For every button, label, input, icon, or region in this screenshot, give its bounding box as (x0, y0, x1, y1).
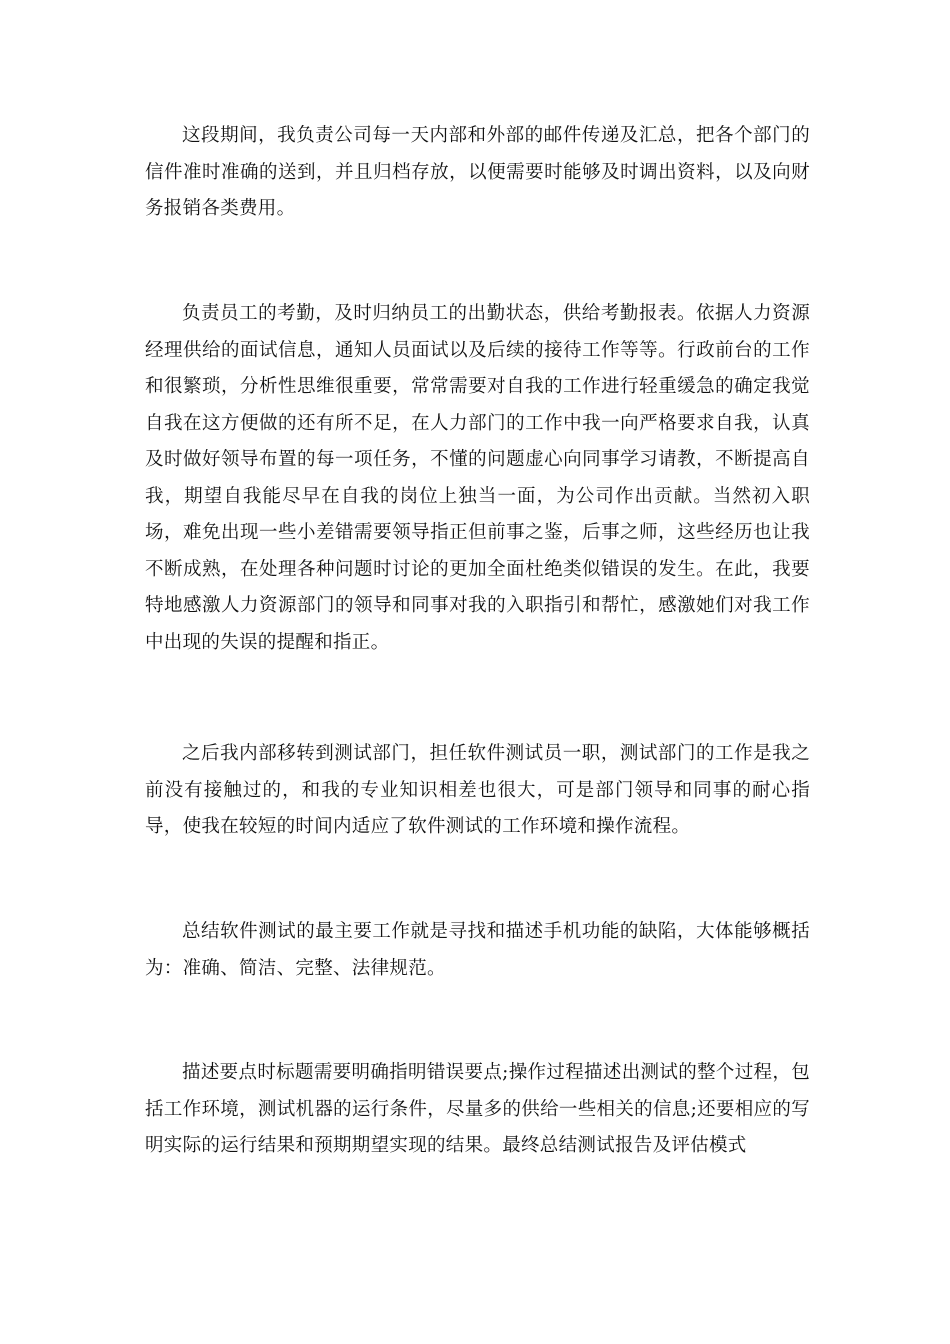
paragraph-bug-description: 描述要点时标题需要明确指明错误要点;操作过程描述出测试的整个过程，包括工作环境，测试机器的运行条件，尽量多的供给一些相关的信息;还要相应的写明实际的运行结果和预期期望实现的结果。最终总结测试报告及评估模式 (145, 1062, 810, 1156)
paragraph-mail-duties: 这段期间，我负责公司每一天内部和外部的邮件传递及汇总，把各个部门的信件准时准确的送到，并且归档存放，以便需要时能够及时调出资料，以及向财务报销各类费用。 (145, 125, 810, 219)
paragraph-testing-transfer: 之后我内部移转到测试部门，担任软件测试员一职，测试部门的工作是我之前没有接触过的，和我的专业知识相差也很大，可是部门领导和同事的耐心指导，使我在较短的时间内适应了软件测试的工作环境和操作流程。 (145, 743, 810, 837)
paragraph-attendance-duties: 负责员工的考勤，及时归纳员工的出勤状态，供给考勤报表。依据人力资源经理供给的面试信息，通知人员面试以及后续的接待工作等等。行政前台的工作和很繁琐，分析性思维很重要，常常需要对自我的工作进行轻重缓急的确定我觉自我在这方便做的还有所不足，在人力部门的工作中我一向严格要求自我，认真及时做好领导布置的每一项任务，不懂的问题虚心向同事学习请教，不断提高自我，期望自我能尽早在自我的岗位上独当一面，为公司作出贡献。当然初入职场，难免出现一些小差错需要领导指正但前事之鉴，后事之师，这些经历也让我不断成熟，在处理各种问题时讨论的更加全面杜绝类似错误的发生。在此，我要特地感激人力资源部门的领导和同事对我的入职指引和帮忙，感激她们对我工作中出现的失误的提醒和指正。 (145, 303, 810, 653)
paragraph-testing-summary: 总结软件测试的最主要工作就是寻找和描述手机功能的缺陷，大体能够概括为：准确、简洁、完整、法律规范。 (145, 921, 810, 979)
